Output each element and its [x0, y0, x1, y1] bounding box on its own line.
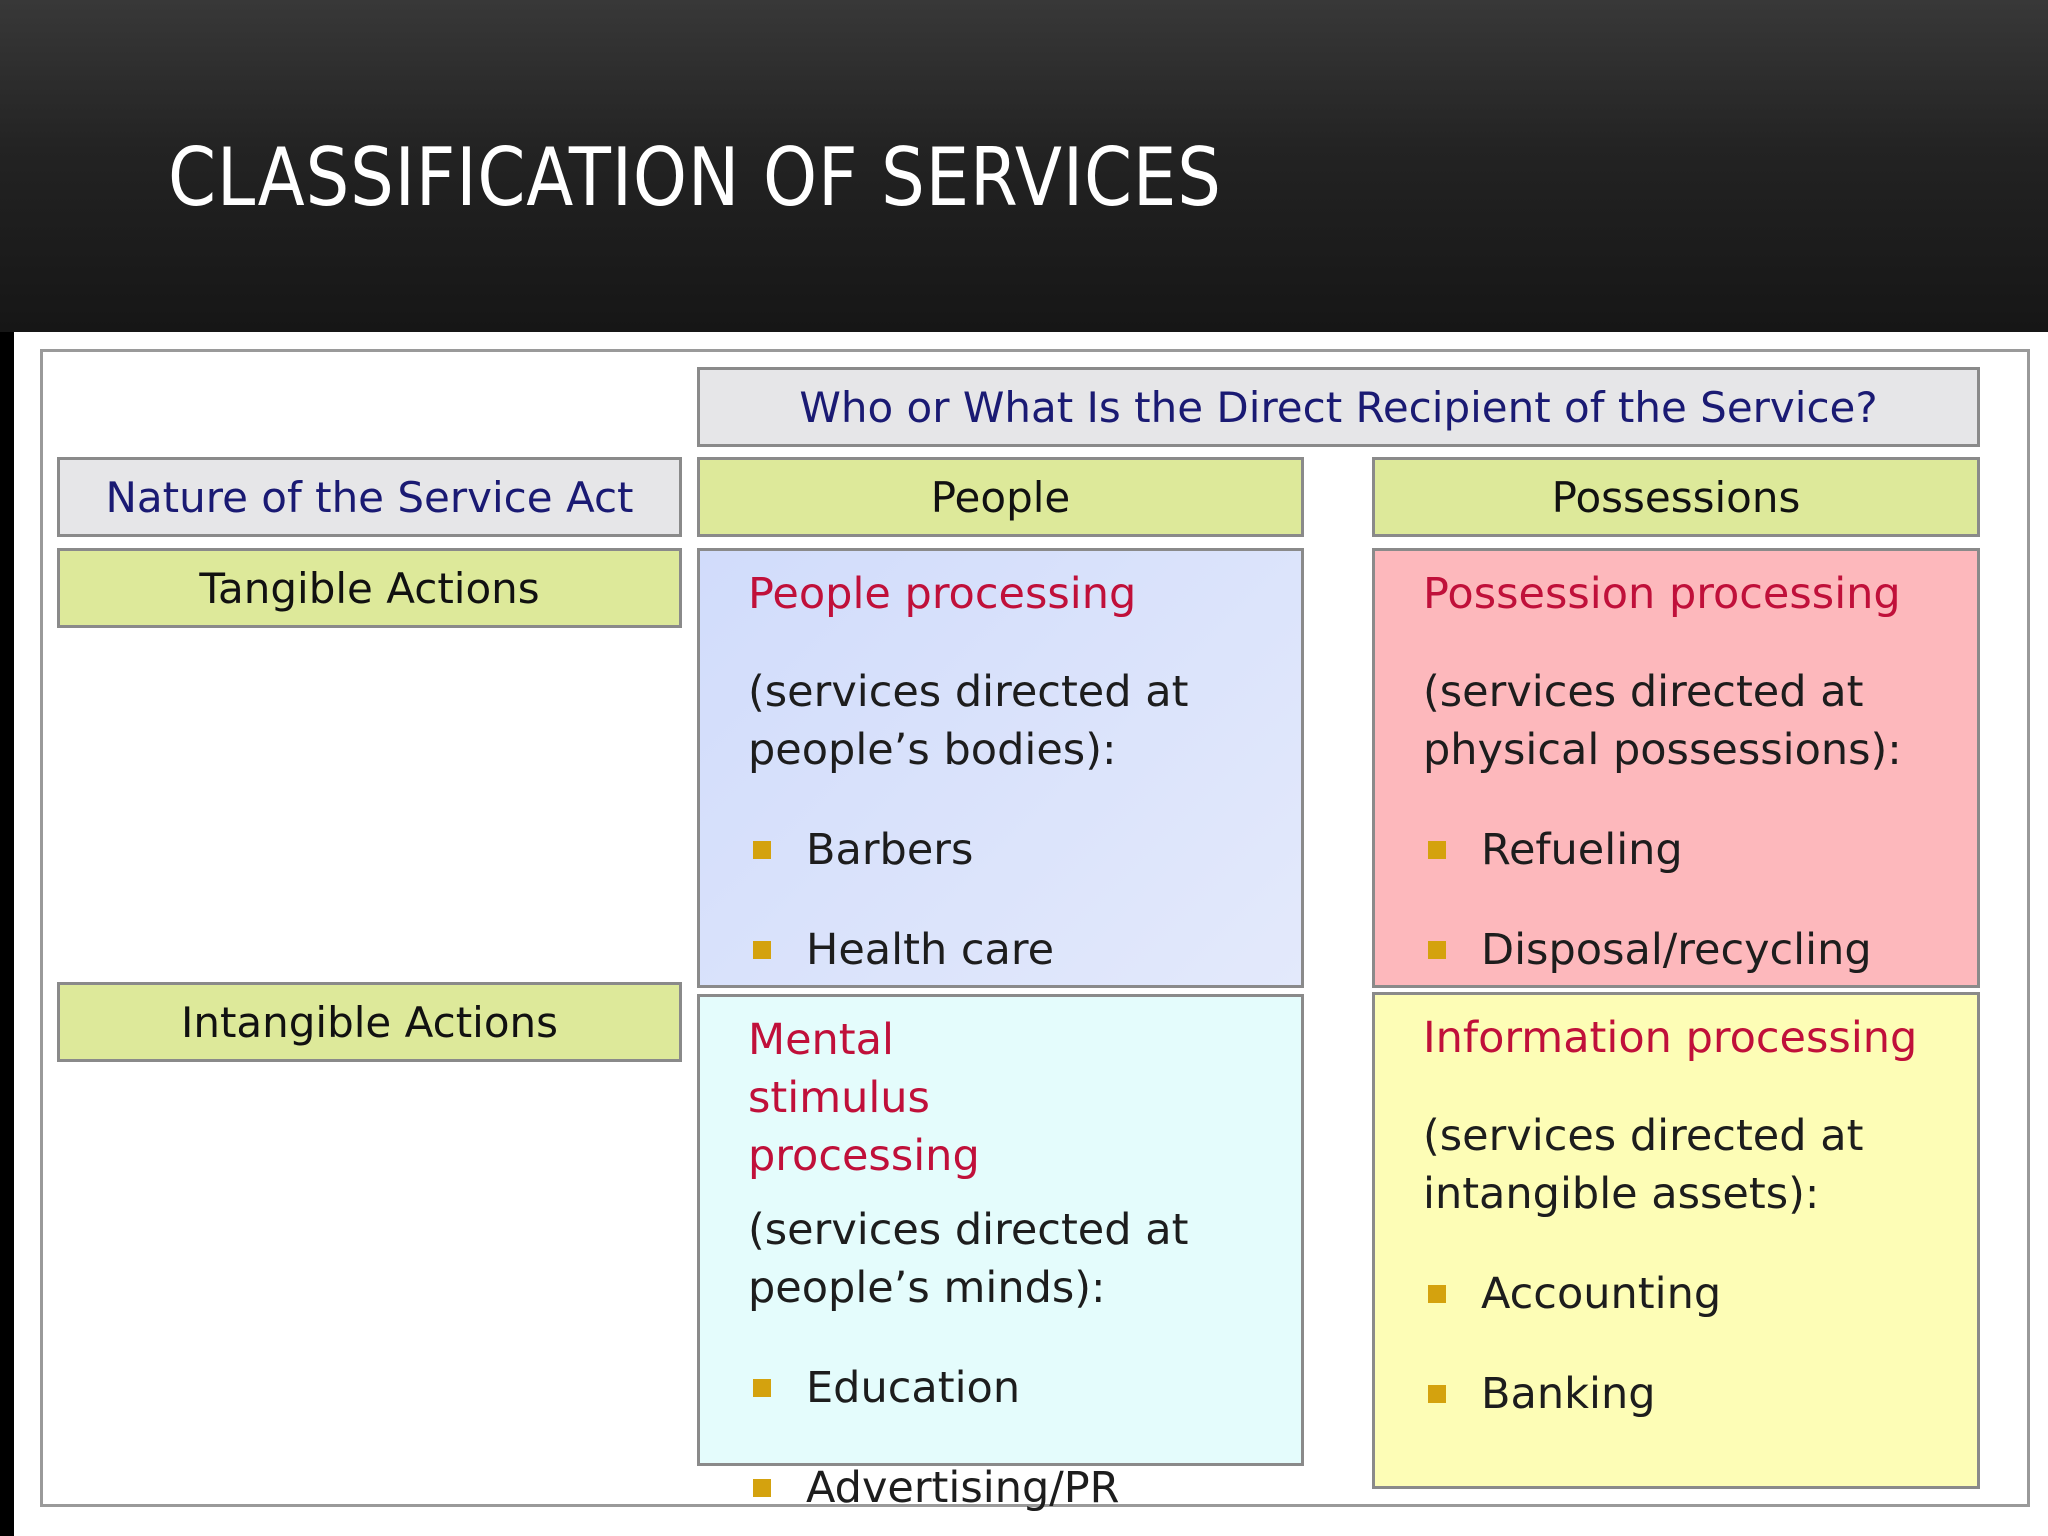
slide-header [0, 0, 2048, 332]
example-label: Health care [806, 925, 1055, 975]
bullet-square-icon [1428, 841, 1446, 859]
column-header-people [697, 457, 1304, 537]
list-item [1423, 1365, 1977, 1423]
quadrant-mental-stimulus-processing [697, 994, 1304, 1513]
row-label-intangible [57, 982, 682, 1062]
quadrant-title: Possession processing [1423, 569, 1901, 619]
quadrant-title: Mental stimulus processing [748, 1015, 980, 1181]
list-item [748, 821, 1301, 879]
quadrant-description: (services directed at intangible assets): [1423, 1111, 1864, 1219]
list-item [748, 921, 1301, 979]
example-list [1423, 1265, 1977, 1423]
example-label: Disposal/recycling [1481, 925, 1872, 975]
bullet-square-icon [753, 1379, 771, 1397]
quadrant-possession-processing [1372, 548, 1980, 988]
bullet-square-icon [1428, 941, 1446, 959]
bullet-square-icon [753, 841, 771, 859]
list-item [1423, 921, 1977, 979]
bullet-square-icon [753, 941, 771, 959]
example-label: Banking [1481, 1369, 1656, 1419]
row-label-tangible [57, 548, 682, 628]
quadrant-description: (services directed at people’s minds): [748, 1205, 1189, 1313]
quadrant-description: (services directed at people’s bodies): [748, 667, 1189, 775]
quadrant-people-processing [697, 548, 1304, 988]
row-label-tangible-text: Tangible Actions [199, 563, 540, 613]
example-list [748, 1359, 1301, 1517]
example-label: Refueling [1481, 825, 1683, 875]
quadrant-title: People processing [748, 569, 1137, 619]
example-label: Advertising/PR [806, 1463, 1120, 1513]
nature-header-label: Nature of the Service Act [105, 472, 634, 522]
column-header-possessions [1372, 457, 1980, 537]
list-item [1423, 821, 1977, 879]
example-label: Education [806, 1363, 1021, 1413]
recipient-header-label: Who or What Is the Direct Recipient of the Service? [799, 382, 1878, 432]
quadrant-information-processing [1372, 992, 1980, 1489]
example-list [1423, 821, 1977, 979]
bullet-square-icon [1428, 1285, 1446, 1303]
example-label: Accounting [1481, 1269, 1722, 1319]
column-header-possessions-label: Possessions [1551, 472, 1801, 522]
slide-title: CLASSIFICATION OF SERVICES [168, 131, 1222, 224]
quadrant-title: Information processing [1423, 1013, 1918, 1063]
nature-header [57, 457, 682, 537]
quadrant-description: (services directed at physical possessions): [1423, 667, 1902, 775]
bullet-square-icon [753, 1479, 771, 1497]
list-item [748, 1359, 1301, 1417]
example-list [748, 821, 1301, 979]
list-item [1423, 1265, 1977, 1323]
column-header-people-label: People [930, 472, 1071, 522]
recipient-header [697, 367, 1980, 447]
example-label: Barbers [806, 825, 974, 875]
list-item [748, 1459, 1301, 1517]
row-label-intangible-text: Intangible Actions [180, 997, 559, 1047]
bullet-square-icon [1428, 1385, 1446, 1403]
